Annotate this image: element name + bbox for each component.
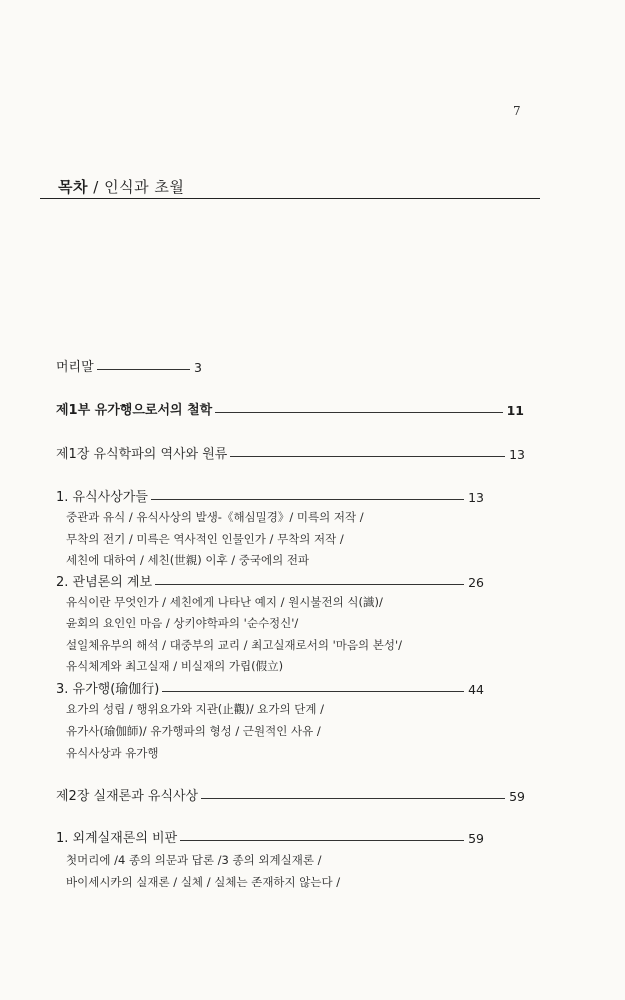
toc-entry-page: 26: [468, 575, 484, 590]
toc-subtopics: 첫머리에 /4 종의 의문과 답론 /3 종의 외계실재론 /: [66, 853, 322, 867]
toc-entry-label: 1. 외계실재론의 비판: [56, 831, 178, 846]
toc-entry-label: 제2장 실재론과 유식사상: [56, 789, 199, 804]
dot-leader: [155, 584, 464, 585]
toc-entry-page: 13: [468, 490, 484, 505]
toc-subtopics: 유가사(瑜伽師)/ 유가행파의 형성 / 근원적인 사유 /: [66, 724, 321, 738]
toc-subtopics: 유식이란 무엇인가 / 세친에게 나타난 예지 / 원시불전의 식(識)/: [66, 595, 383, 609]
toc-entry-chapter-2: [56, 785, 525, 804]
toc-heading-subtitle: / 인식과 초월: [93, 178, 185, 196]
dot-leader: [151, 499, 464, 500]
page-number: 7: [513, 104, 521, 118]
toc-entry-section-1-2: [56, 571, 484, 590]
toc-heading: [58, 176, 184, 197]
toc-subtopics: 무착의 전기 / 미륵은 역사적인 인물인가 / 무착의 저작 /: [66, 532, 344, 546]
dot-leader: [201, 798, 505, 799]
toc-entry-label: 머리말: [56, 360, 94, 375]
toc-subtopics: 요가의 성립 / 행위요가와 지관(止觀)/ 요가의 단계 /: [66, 702, 325, 716]
toc-entry-page: 59: [509, 789, 525, 804]
toc-entry-label: 제1장 유식학파의 역사와 원류: [56, 447, 228, 462]
toc-entry-label: 2. 관념론의 계보: [56, 575, 153, 590]
toc-subtopics: 세친에 대하여 / 세친(世親) 이후 / 중국에의 전파: [66, 553, 310, 567]
dot-leader: [162, 691, 464, 692]
toc-heading-strong: 목차: [58, 178, 88, 196]
toc-entry-chapter-1: [56, 443, 525, 462]
dot-leader: [215, 412, 502, 413]
toc-entry-page: 13: [509, 447, 525, 462]
toc-entry-label: 1. 유식사상가들: [56, 490, 148, 505]
toc-entry-section-1-3: [56, 678, 484, 697]
toc-subtopics: 유식사상과 유가행: [66, 746, 159, 760]
toc-subtopics: 바이세시카의 실재론 / 실체 / 실체는 존재하지 않는다 /: [66, 875, 341, 889]
toc-entry-label: 3. 유가행(瑜伽行): [56, 682, 160, 697]
toc-entry-page: 3: [194, 360, 202, 375]
toc-entry-page: 11: [506, 403, 524, 418]
toc-subtopics: 설일체유부의 해석 / 대중부의 교리 / 최고실재로서의 '마음의 본성'/: [66, 638, 403, 652]
toc-entry-preface: [56, 356, 202, 375]
toc-subtopics: 중관과 유식 / 유식사상의 발생-《해심밀경》/ 미륵의 저작 /: [66, 510, 364, 524]
toc-entry-label: 제1부 유가행으로서의 철학: [56, 403, 213, 418]
toc-entry-part-1: [56, 399, 524, 418]
toc-subtopics: 유식체계와 최고실재 / 비실재의 가립(假立): [66, 659, 284, 673]
dot-leader: [180, 840, 464, 841]
heading-rule: [40, 198, 540, 199]
toc-entry-page: 44: [468, 682, 484, 697]
dot-leader: [97, 369, 190, 370]
toc-entry-section-1-1: [56, 486, 484, 505]
toc-entry-page: 59: [468, 831, 484, 846]
dot-leader: [230, 456, 505, 457]
toc-subtopics: 윤회의 요인인 마음 / 상키야학파의 '순수정신'/: [66, 616, 299, 630]
toc-entry-section-2-1: [56, 827, 484, 846]
